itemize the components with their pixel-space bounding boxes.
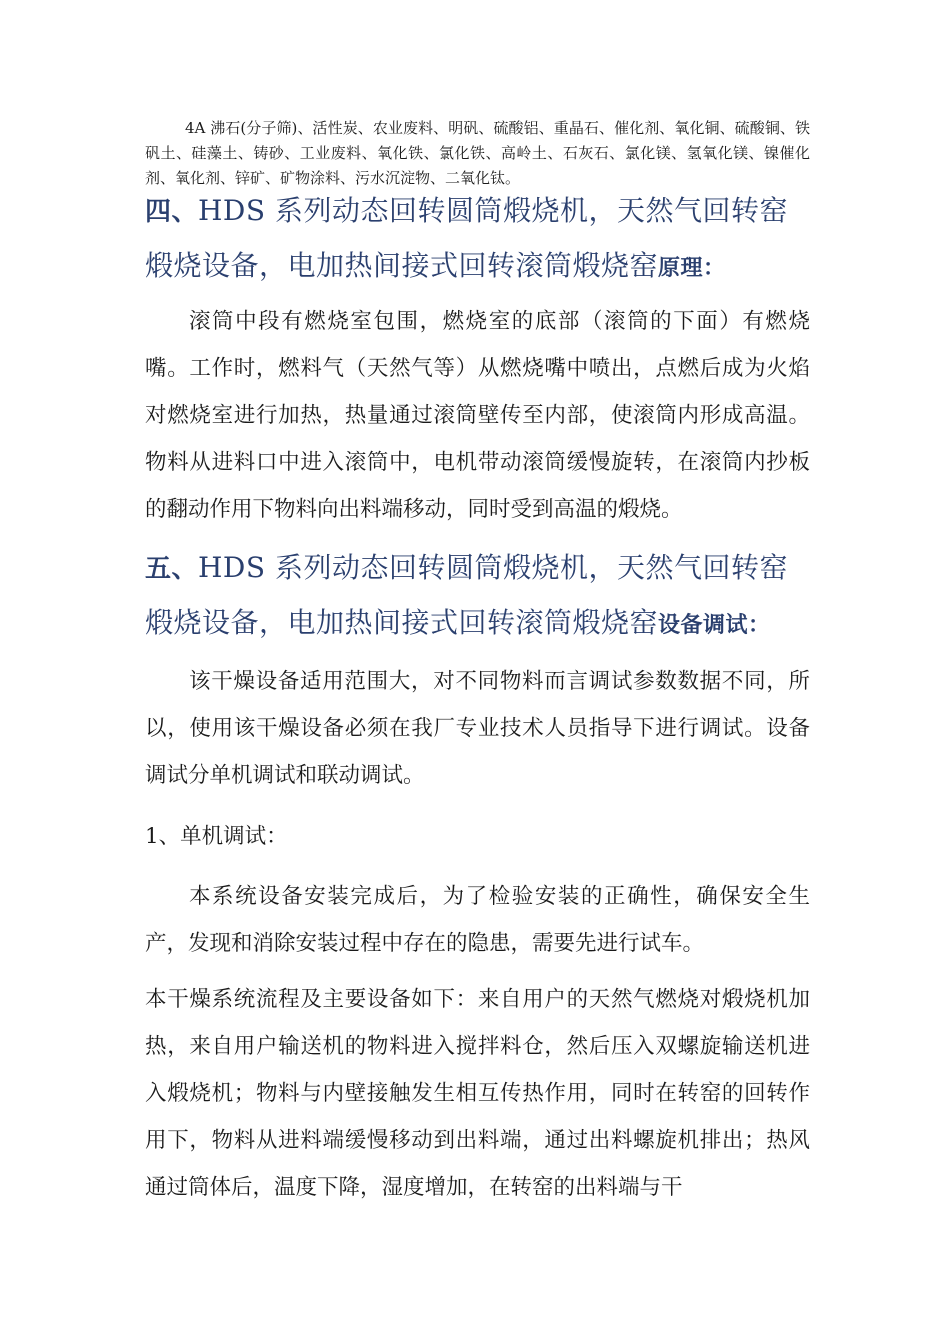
intro-paragraph: 4A 沸石(分子筛)、活性炭、农业废料、明矾、硫酸铝、重晶石、催化剂、氧化铜、硫酸铜、铁矾土、硅藻土、铸砂、工业废料、氧化铁、氯化铁、高岭土、石灰石、氯化镁、氢氧化镁、镍催化剂、氧化剂、锌矿、矿物涂料、污水沉淀物、二氧化钛。 [145,119,810,187]
paragraph-system-flow: 本干燥系统流程及主要设备如下：来自用户的天然气燃烧对煅烧机加热，来自用户输送机的物料进入搅拌料仓，然后压入双螺旋输送机进入煅烧机；物料与内壁接触发生相互传热作用，同时在转窑的回转作用下，物料从进料端缓慢移动到出料端，通过出料螺旋机排出；热风通过筒体后，温度下降，湿度增加，在转窑的出料端与干 [145,987,810,1200]
section-5-number: 五、 [145,554,199,584]
section-4-number: 四、 [145,197,199,227]
section-4-heading [145,184,815,296]
section-5-heading [145,541,815,653]
section-4-title: HDS 系列动态回转圆筒煅烧机，天然气回转窑煅烧设备，电加热间接式回转滚筒煅烧窑 [145,194,788,282]
section-4-body: 滚筒中段有燃烧室包围，燃烧室的底部（滚筒的下面）有燃烧嘴。工作时，燃料气（天然气等）从燃烧嘴中喷出，点燃后成为火焰对燃烧室进行加热，热量通过滚筒壁传至内部，使滚筒内形成高温。物料从进料口中进入滚筒中，电机带动滚筒缓慢旋转，在滚筒内抄板的翻动作用下物料向出料端移动，同时受到高温的煅烧。 [145,309,810,522]
section-5-body: 该干燥设备适用范围大，对不同物料而言调试参数数据不同，所以，使用该干燥设备必须在我厂专业技术人员指导下进行调试。设备调试分单机调试和联动调试。 [145,669,810,788]
section-4-tail: 原理： [658,256,726,281]
section-5-title: HDS 系列动态回转圆筒煅烧机，天然气回转窑煅烧设备，电加热间接式回转滚筒煅烧窑 [145,551,788,639]
subheading-single-test: 1、单机调试： [145,824,288,849]
section-5-tail: 设备调试： [658,613,771,638]
paragraph-single-test: 本系统设备安装完成后，为了检验安装的正确性，确保安全生产，发现和消除安装过程中存在的隐患，需要先进行试车。 [145,884,810,956]
